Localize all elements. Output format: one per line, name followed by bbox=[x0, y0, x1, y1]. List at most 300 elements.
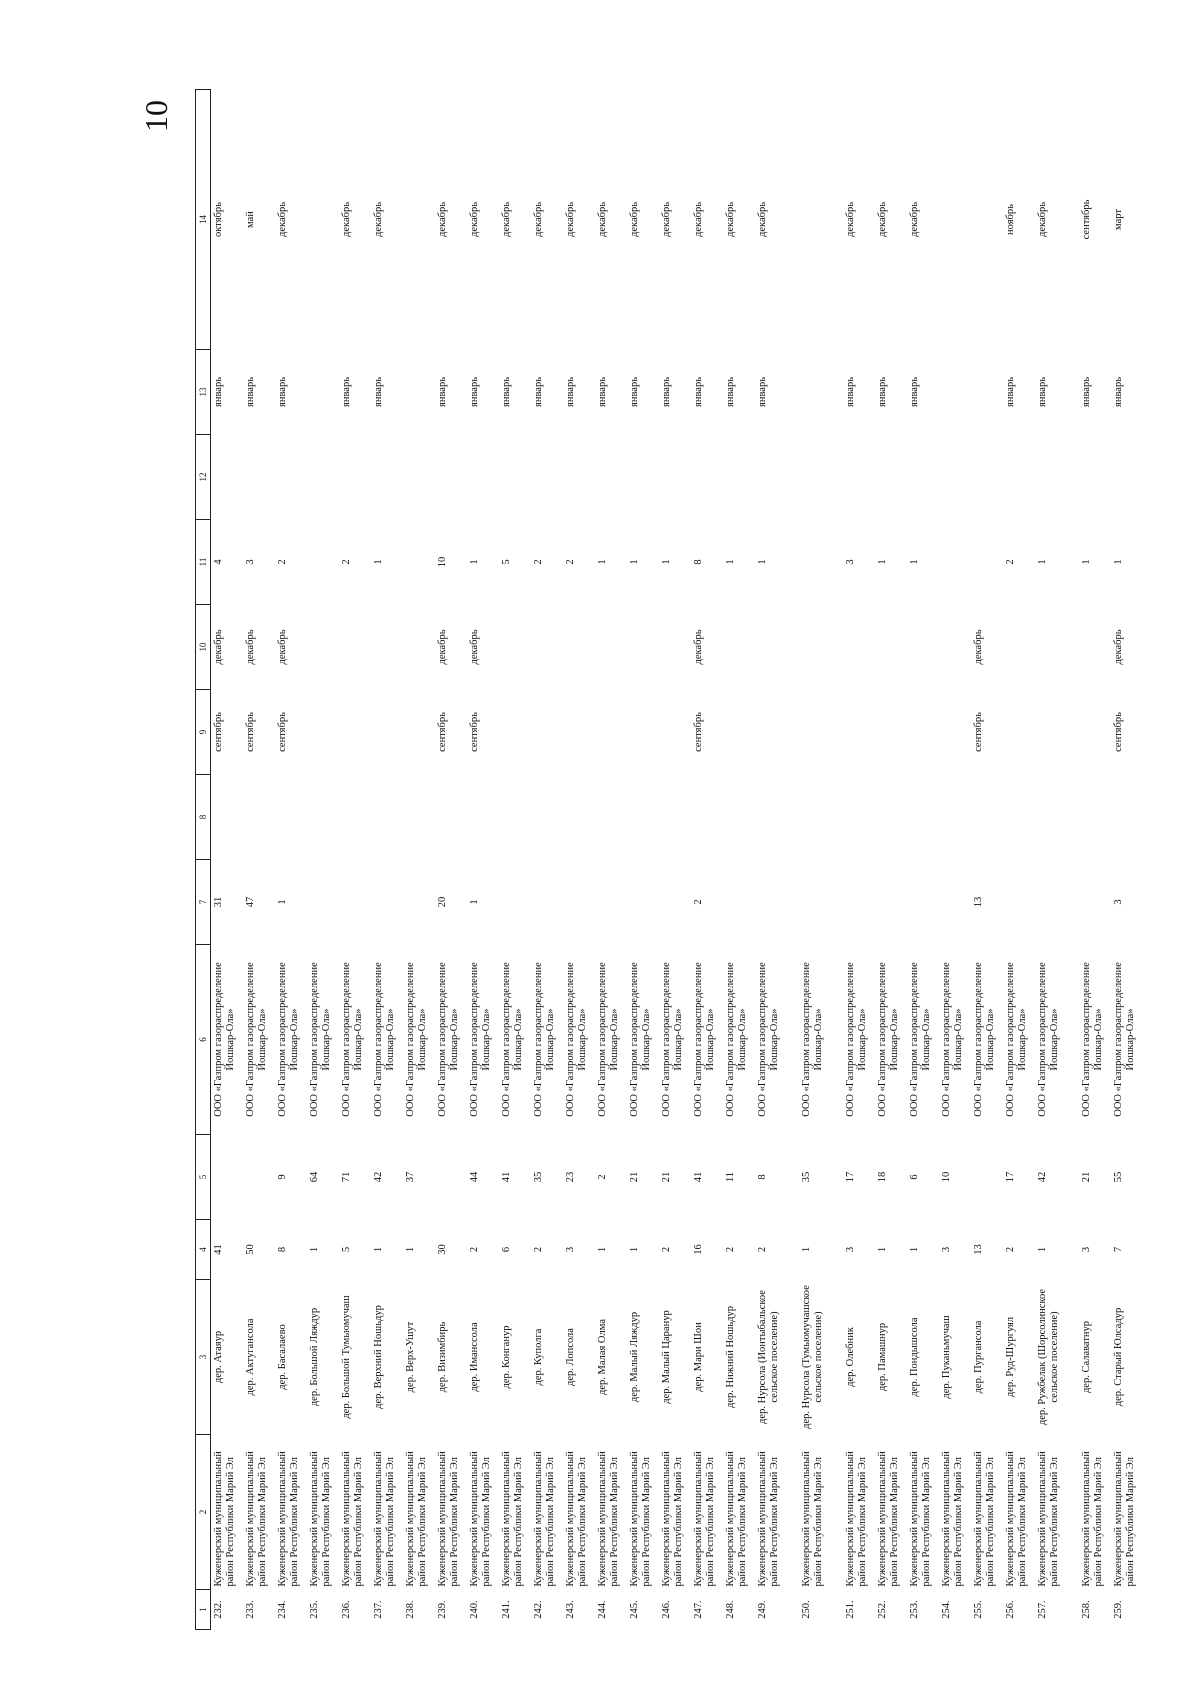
cell-settlement: дер. Салаватнур bbox=[1081, 1320, 1092, 1394]
cell-n: 248. bbox=[725, 1600, 736, 1619]
cell-c5: 10 bbox=[941, 1171, 952, 1183]
cell-c10: декабрь bbox=[277, 629, 288, 665]
cell-c6: ООО «Газпром газораспределение Йошкар-Ола» bbox=[309, 962, 332, 1117]
cell-c7: 1 bbox=[469, 899, 480, 905]
cell-c12 bbox=[563, 435, 595, 520]
cell-c4: 2 bbox=[661, 1246, 672, 1253]
cell-settlement: дер. Памашнур bbox=[877, 1322, 888, 1392]
cell-c12 bbox=[799, 435, 843, 520]
cell-c4: 5 bbox=[341, 1246, 352, 1253]
cell-c12 bbox=[531, 435, 563, 520]
cell-c13: январь bbox=[213, 377, 224, 407]
cell-c7 bbox=[1003, 860, 1035, 945]
cell-c9 bbox=[1035, 690, 1079, 775]
cell-settlement: дер. Малый Царанур bbox=[661, 1310, 672, 1404]
cell-n: 239. bbox=[437, 1600, 448, 1619]
cell-c9 bbox=[403, 690, 435, 775]
cell-c4: 30 bbox=[437, 1244, 448, 1255]
cell-c4: 1 bbox=[801, 1246, 812, 1253]
column-header: 1 bbox=[196, 1590, 211, 1630]
cell-c7 bbox=[1079, 860, 1111, 945]
cell-c10: декабрь bbox=[213, 629, 224, 665]
cell-c10 bbox=[1003, 605, 1035, 690]
cell-c8 bbox=[971, 775, 1003, 860]
cell-c12 bbox=[875, 435, 907, 520]
cell-c13: январь bbox=[341, 377, 352, 407]
cell-c7: 31 bbox=[213, 896, 224, 908]
rotated-table-container bbox=[195, 90, 1145, 1630]
cell-settlement: дер. Старый Юлсадур bbox=[1113, 1307, 1124, 1407]
cell-c13: январь bbox=[909, 377, 920, 407]
cell-c14: декабрь bbox=[877, 202, 888, 237]
cell-c9 bbox=[1079, 690, 1111, 775]
cell-c9: сентябрь bbox=[469, 712, 480, 752]
cell-c14: декабрь bbox=[501, 202, 512, 237]
cell-c14: декабрь bbox=[909, 202, 920, 237]
cell-district: Куженерский муниципальный район Республики Марий Эл bbox=[909, 1451, 932, 1587]
cell-c6: ООО «Газпром газораспределение Йошкар-Ола» bbox=[1081, 962, 1104, 1117]
cell-c14: декабрь bbox=[533, 202, 544, 237]
cell-c11 bbox=[403, 520, 435, 605]
column-header: 6 bbox=[196, 945, 211, 1135]
cell-n: 237. bbox=[373, 1600, 384, 1619]
cell-c14 bbox=[939, 90, 971, 350]
cell-c13: январь bbox=[501, 377, 512, 407]
cell-c5 bbox=[971, 1135, 1003, 1220]
cell-c10: декабрь bbox=[245, 629, 256, 665]
cell-district: Куженерский муниципальный район Республики Марий Эл bbox=[405, 1451, 428, 1587]
cell-c9 bbox=[595, 690, 627, 775]
cell-c12 bbox=[371, 435, 403, 520]
cell-c6: ООО «Газпром газораспределение Йошкар-Ола» bbox=[373, 962, 396, 1117]
cell-c5: 21 bbox=[629, 1171, 640, 1183]
cell-c8 bbox=[211, 775, 244, 860]
table-row bbox=[243, 90, 275, 1630]
cell-c7 bbox=[563, 860, 595, 945]
cell-c13: январь bbox=[661, 377, 672, 407]
table-row bbox=[723, 90, 755, 1630]
column-header: 10 bbox=[196, 605, 211, 690]
cell-settlement: дер. Пургансола bbox=[973, 1320, 984, 1394]
cell-c7 bbox=[939, 860, 971, 945]
cell-c4: 6 bbox=[501, 1246, 512, 1253]
gasification-table bbox=[195, 89, 1143, 1630]
cell-c6: ООО «Газпром газораспределение Йошкар-Ола» bbox=[501, 962, 524, 1117]
cell-n: 259. bbox=[1113, 1600, 1124, 1619]
cell-c13: январь bbox=[877, 377, 888, 407]
cell-c10 bbox=[843, 605, 875, 690]
cell-c6: ООО «Газпром газораспределение Йошкар-Ола» bbox=[757, 962, 780, 1117]
cell-c6: ООО «Газпром газораспределение Йошкар-Ола» bbox=[213, 962, 236, 1117]
table-row bbox=[907, 90, 939, 1630]
cell-c4: 3 bbox=[941, 1246, 952, 1253]
cell-c8 bbox=[467, 775, 499, 860]
cell-n: 245. bbox=[629, 1600, 640, 1619]
table-row bbox=[799, 90, 843, 1630]
cell-settlement: дер. Визимбирь bbox=[437, 1321, 448, 1393]
cell-c13: январь bbox=[565, 377, 576, 407]
cell-c6: ООО «Газпром газораспределение Йошкар-Ола» bbox=[597, 962, 620, 1117]
cell-c14: декабрь bbox=[565, 202, 576, 237]
table-row bbox=[595, 90, 627, 1630]
cell-c7: 3 bbox=[1113, 899, 1124, 905]
cell-c9 bbox=[659, 690, 691, 775]
table-row bbox=[1111, 90, 1143, 1630]
cell-c7 bbox=[307, 860, 339, 945]
cell-c7 bbox=[875, 860, 907, 945]
cell-c9: сентябрь bbox=[277, 712, 288, 752]
cell-c11: 1 bbox=[1037, 559, 1048, 565]
cell-c14: март bbox=[1113, 209, 1124, 230]
cell-c8 bbox=[403, 775, 435, 860]
cell-c9: сентябрь bbox=[245, 712, 256, 752]
cell-c14: декабрь bbox=[1037, 202, 1048, 237]
cell-c5: 11 bbox=[725, 1171, 736, 1183]
cell-c5: 18 bbox=[877, 1171, 888, 1183]
cell-n: 251. bbox=[845, 1600, 856, 1619]
cell-c6: ООО «Газпром газораспределение Йошкар-Ола» bbox=[1037, 962, 1060, 1117]
cell-c5: 37 bbox=[405, 1171, 416, 1183]
cell-c5: 71 bbox=[341, 1171, 352, 1183]
cell-c9 bbox=[531, 690, 563, 775]
cell-c12 bbox=[243, 435, 275, 520]
cell-c11: 1 bbox=[1113, 559, 1124, 565]
cell-settlement: дер. Нурсола (Тумьюмучашское сельское поселение) bbox=[801, 1285, 824, 1429]
cell-c11: 1 bbox=[725, 559, 736, 565]
cell-c8 bbox=[371, 775, 403, 860]
cell-c8 bbox=[1079, 775, 1111, 860]
cell-c12 bbox=[1079, 435, 1111, 520]
cell-n: 255. bbox=[973, 1600, 984, 1619]
column-header: 4 bbox=[196, 1220, 211, 1280]
cell-c8 bbox=[875, 775, 907, 860]
cell-c9 bbox=[499, 690, 531, 775]
cell-c7: 13 bbox=[973, 896, 984, 908]
cell-c6: ООО «Газпром газораспределение Йошкар-Ола» bbox=[1005, 962, 1028, 1117]
cell-c9 bbox=[755, 690, 799, 775]
cell-c13 bbox=[799, 350, 843, 435]
column-header: 7 bbox=[196, 860, 211, 945]
cell-district: Куженерский муниципальный район Республики Марий Эл bbox=[565, 1451, 588, 1587]
cell-c4: 7 bbox=[1113, 1246, 1124, 1253]
cell-c14: декабрь bbox=[437, 202, 448, 237]
cell-c10 bbox=[307, 605, 339, 690]
cell-district: Куженерский муниципальный район Республики Марий Эл bbox=[245, 1451, 268, 1587]
cell-settlement: дер. Малая Олма bbox=[597, 1319, 608, 1396]
cell-c10 bbox=[723, 605, 755, 690]
cell-n: 249. bbox=[757, 1600, 768, 1619]
header-row bbox=[196, 90, 211, 1630]
cell-c10 bbox=[1035, 605, 1079, 690]
cell-c12 bbox=[627, 435, 659, 520]
cell-c11: 8 bbox=[693, 559, 704, 565]
table-row bbox=[499, 90, 531, 1630]
cell-c5: 9 bbox=[277, 1174, 288, 1180]
cell-settlement: дер. Конганур bbox=[501, 1325, 512, 1389]
cell-c4: 50 bbox=[245, 1244, 256, 1255]
column-header: 14 bbox=[196, 90, 211, 350]
cell-c11: 1 bbox=[661, 559, 672, 565]
cell-c8 bbox=[563, 775, 595, 860]
cell-c6: ООО «Газпром газораспределение Йошкар-Ола» bbox=[277, 962, 300, 1117]
cell-c14: май bbox=[245, 211, 256, 228]
cell-c4: 2 bbox=[533, 1246, 544, 1253]
cell-district: Куженерский муниципальный район Республики Марий Эл bbox=[973, 1451, 996, 1587]
cell-c8 bbox=[1111, 775, 1143, 860]
cell-c4: 41 bbox=[213, 1244, 224, 1255]
table-row bbox=[755, 90, 799, 1630]
cell-settlement: дер. Пондышсола bbox=[909, 1317, 920, 1397]
cell-c4: 1 bbox=[629, 1246, 640, 1253]
column-header: 13 bbox=[196, 350, 211, 435]
column-header: 11 bbox=[196, 520, 211, 605]
table-row bbox=[339, 90, 371, 1630]
table-row bbox=[467, 90, 499, 1630]
cell-c8 bbox=[907, 775, 939, 860]
cell-c9 bbox=[723, 690, 755, 775]
cell-c11 bbox=[971, 520, 1003, 605]
cell-settlement: дер. Большой Тумьюмучаш bbox=[341, 1295, 352, 1419]
cell-n: 240. bbox=[469, 1600, 480, 1619]
cell-c12 bbox=[211, 435, 244, 520]
cell-c12 bbox=[691, 435, 723, 520]
cell-c8 bbox=[275, 775, 307, 860]
cell-c10 bbox=[1079, 605, 1111, 690]
cell-c12 bbox=[939, 435, 971, 520]
cell-n: 235. bbox=[309, 1600, 320, 1619]
cell-c6: ООО «Газпром газораспределение Йошкар-Ола» bbox=[661, 962, 684, 1117]
cell-settlement: дер. Иманссола bbox=[469, 1322, 480, 1392]
cell-n: 243. bbox=[565, 1600, 576, 1619]
cell-c8 bbox=[755, 775, 799, 860]
cell-settlement: дер. Руд-Шургуял bbox=[1005, 1316, 1016, 1398]
cell-c5: 35 bbox=[533, 1171, 544, 1183]
cell-district: Куженерский муниципальный район Республики Марий Эл bbox=[845, 1451, 868, 1587]
cell-c10 bbox=[875, 605, 907, 690]
cell-c4: 2 bbox=[1005, 1246, 1016, 1253]
cell-c11: 10 bbox=[437, 556, 448, 568]
cell-c6: ООО «Газпром газораспределение Йошкар-Ола» bbox=[877, 962, 900, 1117]
table-row bbox=[875, 90, 907, 1630]
cell-c5: 35 bbox=[801, 1171, 812, 1183]
cell-c11: 1 bbox=[757, 559, 768, 565]
cell-district: Куженерский муниципальный район Республики Марий Эл bbox=[277, 1451, 300, 1587]
cell-c14: декабрь bbox=[693, 202, 704, 237]
cell-c8 bbox=[1035, 775, 1079, 860]
cell-settlement: дер. Верхний Ношьдур bbox=[373, 1305, 384, 1409]
cell-settlement: дер. Басалаево bbox=[277, 1324, 288, 1390]
cell-c13: январь bbox=[1081, 377, 1092, 407]
cell-c14: декабрь bbox=[629, 202, 640, 237]
cell-c9 bbox=[339, 690, 371, 775]
cell-c11: 1 bbox=[1081, 559, 1092, 565]
cell-n: 258. bbox=[1081, 1600, 1092, 1619]
cell-c13: январь bbox=[1113, 377, 1124, 407]
cell-c11: 2 bbox=[277, 559, 288, 565]
cell-c9 bbox=[843, 690, 875, 775]
cell-c11: 2 bbox=[533, 559, 544, 565]
cell-c7 bbox=[843, 860, 875, 945]
cell-c6: ООО «Газпром газораспределение Йошкар-Ола» bbox=[693, 962, 716, 1117]
cell-settlement: дер. Нурсола (Ионтыбальское сельское поселение) bbox=[757, 1290, 780, 1424]
cell-c5 bbox=[435, 1135, 467, 1220]
cell-n: 238. bbox=[405, 1600, 416, 1619]
cell-c14: декабрь bbox=[661, 202, 672, 237]
table-row bbox=[211, 90, 244, 1630]
cell-c12 bbox=[1003, 435, 1035, 520]
cell-c7 bbox=[755, 860, 799, 945]
cell-c5 bbox=[243, 1135, 275, 1220]
table-row bbox=[659, 90, 691, 1630]
cell-c8 bbox=[691, 775, 723, 860]
cell-district: Куженерский муниципальный район Республики Марий Эл bbox=[501, 1451, 524, 1587]
cell-c12 bbox=[755, 435, 799, 520]
cell-settlement: дер. Лопсола bbox=[565, 1328, 576, 1386]
cell-n: 250. bbox=[801, 1600, 812, 1619]
cell-settlement: дер. Ружбелак (Шорсолинское сельское поселение) bbox=[1037, 1288, 1060, 1426]
cell-c14: декабрь bbox=[845, 202, 856, 237]
cell-district: Куженерский муниципальный район Республики Марий Эл bbox=[1081, 1451, 1104, 1587]
cell-c11: 1 bbox=[373, 559, 384, 565]
cell-c8 bbox=[307, 775, 339, 860]
cell-c13: январь bbox=[1005, 377, 1016, 407]
cell-c9: сентябрь bbox=[213, 712, 224, 752]
cell-c10 bbox=[595, 605, 627, 690]
cell-n: 254. bbox=[941, 1600, 952, 1619]
cell-n: 233. bbox=[245, 1600, 256, 1619]
cell-c4: 1 bbox=[1037, 1246, 1048, 1253]
cell-c5: 42 bbox=[373, 1171, 384, 1183]
cell-c11 bbox=[799, 520, 843, 605]
cell-n: 241. bbox=[501, 1600, 512, 1619]
cell-c8 bbox=[435, 775, 467, 860]
cell-c5: 8 bbox=[757, 1174, 768, 1180]
cell-c4: 3 bbox=[565, 1246, 576, 1253]
table-row bbox=[627, 90, 659, 1630]
cell-c9: сентябрь bbox=[1113, 712, 1124, 752]
cell-c6: ООО «Газпром газораспределение Йошкар-Ола» bbox=[845, 962, 868, 1117]
table-row bbox=[563, 90, 595, 1630]
cell-n: 244. bbox=[597, 1600, 608, 1619]
cell-c12 bbox=[723, 435, 755, 520]
cell-c8 bbox=[1003, 775, 1035, 860]
cell-c14: сентябрь bbox=[1081, 199, 1092, 240]
cell-c13: январь bbox=[533, 377, 544, 407]
cell-c10 bbox=[499, 605, 531, 690]
cell-n: 232. bbox=[213, 1600, 224, 1619]
cell-c7 bbox=[595, 860, 627, 945]
cell-c14 bbox=[403, 90, 435, 350]
cell-c7 bbox=[403, 860, 435, 945]
table-row bbox=[531, 90, 563, 1630]
table-row bbox=[307, 90, 339, 1630]
cell-c10: декабрь bbox=[469, 629, 480, 665]
cell-c12 bbox=[403, 435, 435, 520]
cell-c8 bbox=[659, 775, 691, 860]
cell-c13: январь bbox=[245, 377, 256, 407]
cell-district: Куженерский муниципальный район Республики Марий Эл bbox=[469, 1451, 492, 1587]
cell-c6: ООО «Газпром газораспределение Йошкар-Ола» bbox=[245, 962, 268, 1117]
cell-c4: 1 bbox=[877, 1246, 888, 1253]
cell-district: Куженерский муниципальный район Республики Марий Эл bbox=[597, 1451, 620, 1587]
cell-c6: ООО «Газпром газораспределение Йошкар-Ола» bbox=[909, 962, 932, 1117]
cell-c5: 17 bbox=[845, 1171, 856, 1183]
cell-c12 bbox=[275, 435, 307, 520]
cell-c5: 2 bbox=[597, 1174, 608, 1180]
cell-c14: декабрь bbox=[341, 202, 352, 237]
cell-c4: 8 bbox=[277, 1246, 288, 1253]
cell-district: Куженерский муниципальный район Республики Марий Эл bbox=[533, 1451, 556, 1587]
cell-c5: 17 bbox=[1005, 1171, 1016, 1183]
cell-c11: 1 bbox=[877, 559, 888, 565]
cell-district: Куженерский муниципальный район Республики Марий Эл bbox=[1005, 1451, 1028, 1587]
cell-c11: 2 bbox=[1005, 559, 1016, 565]
cell-c9 bbox=[907, 690, 939, 775]
cell-district: Куженерский муниципальный район Республики Марий Эл bbox=[1113, 1451, 1136, 1587]
cell-c10 bbox=[403, 605, 435, 690]
cell-c13: январь bbox=[757, 377, 768, 407]
cell-district: Куженерский муниципальный район Республики Марий Эл bbox=[757, 1451, 780, 1587]
table-row bbox=[939, 90, 971, 1630]
cell-c8 bbox=[799, 775, 843, 860]
page-number: 10 bbox=[138, 100, 174, 132]
cell-c10 bbox=[907, 605, 939, 690]
cell-district: Куженерский муниципальный район Республики Марий Эл bbox=[661, 1451, 684, 1587]
table-row bbox=[275, 90, 307, 1630]
cell-c9 bbox=[875, 690, 907, 775]
cell-c6: ООО «Газпром газораспределение Йошкар-Ола» bbox=[405, 962, 428, 1117]
cell-c13: январь bbox=[277, 377, 288, 407]
cell-c13: январь bbox=[725, 377, 736, 407]
cell-c8 bbox=[627, 775, 659, 860]
cell-c9: сентябрь bbox=[973, 712, 984, 752]
cell-c8 bbox=[499, 775, 531, 860]
cell-settlement: дер. Актугансола bbox=[245, 1318, 256, 1396]
cell-district: Куженерский муниципальный район Республики Марий Эл bbox=[341, 1451, 364, 1587]
cell-c12 bbox=[467, 435, 499, 520]
cell-c9 bbox=[627, 690, 659, 775]
cell-c10 bbox=[755, 605, 799, 690]
table-row bbox=[1003, 90, 1035, 1630]
cell-c11 bbox=[939, 520, 971, 605]
cell-c5 bbox=[211, 1135, 244, 1220]
cell-c12 bbox=[1035, 435, 1079, 520]
cell-c10: декабрь bbox=[437, 629, 448, 665]
cell-c12 bbox=[435, 435, 467, 520]
cell-c4: 13 bbox=[973, 1244, 984, 1255]
cell-c8 bbox=[531, 775, 563, 860]
cell-c6: ООО «Газпром газораспределение Йошкар-Ола» bbox=[725, 962, 748, 1117]
cell-c6: ООО «Газпром газораспределение Йошкар-Ола» bbox=[1113, 962, 1136, 1117]
cell-settlement: дер. Куполга bbox=[533, 1328, 544, 1386]
cell-c4: 1 bbox=[597, 1246, 608, 1253]
cell-settlement: дер. Мари Шои bbox=[693, 1322, 704, 1392]
cell-c7 bbox=[339, 860, 371, 945]
cell-c13: январь bbox=[597, 377, 608, 407]
cell-c4: 1 bbox=[309, 1246, 320, 1253]
cell-c10: декабрь bbox=[1113, 629, 1124, 665]
cell-c10 bbox=[371, 605, 403, 690]
cell-c12 bbox=[843, 435, 875, 520]
column-header: 2 bbox=[196, 1435, 211, 1590]
cell-c4: 16 bbox=[693, 1244, 704, 1255]
cell-c11: 5 bbox=[501, 559, 512, 565]
cell-c10: декабрь bbox=[693, 629, 704, 665]
cell-c9 bbox=[799, 690, 843, 775]
cell-district: Куженерский муниципальный район Республики Марий Эл bbox=[801, 1451, 824, 1587]
cell-c6: ООО «Газпром газораспределение Йошкар-Ола» bbox=[973, 962, 996, 1117]
cell-c11: 2 bbox=[565, 559, 576, 565]
